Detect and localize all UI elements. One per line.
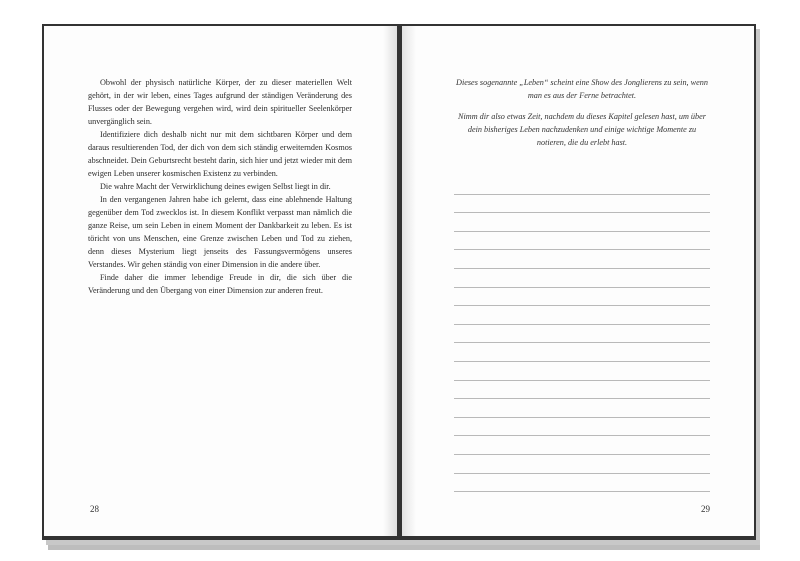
- paragraph: Obwohl der physisch natürliche Körper, der zu dieser materiellen Welt gehört, in der wir leben, eines Tages aufgrund der ständigen Veränderung des Flusses oder der Bewegung vergehen wird, wird dein spiritueller Seelenkörper unvergänglich sein.: [88, 78, 352, 126]
- writing-line[interactable]: [454, 418, 710, 437]
- writing-line[interactable]: [454, 213, 710, 232]
- writing-line[interactable]: [454, 455, 710, 474]
- journal-prompt: [454, 76, 710, 157]
- writing-line[interactable]: [454, 381, 710, 400]
- writing-line[interactable]: [454, 269, 710, 288]
- writing-line[interactable]: [454, 306, 710, 325]
- writing-line[interactable]: [454, 250, 710, 269]
- paragraph: Identifiziere dich deshalb nicht nur mit dem sichtbaren Körper und dem daraus resultierenden Tod, der dich von dem sich ständig erweiternden Kosmos abschneidet. Dein Geburtsrecht besteht darin, sich hier und jetzt wieder mit dem ewigen Leben unserer kosmischen Existenz zu verbinden.: [88, 130, 352, 178]
- prompt-line: Dieses sogenannte „Leben“ scheint eine Show des Jonglierens zu sein, wenn man es aus der Ferne betrachtet.: [456, 78, 708, 100]
- left-page: [44, 26, 397, 536]
- writing-line[interactable]: [454, 362, 710, 381]
- writing-line[interactable]: [454, 399, 710, 418]
- paragraph: Finde daher die immer lebendige Freude in dir, die sich über die Veränderung und den Übergang von einer Dimension zur anderen freut.: [88, 273, 352, 295]
- writing-line[interactable]: [454, 195, 710, 214]
- writing-line[interactable]: [454, 474, 710, 493]
- body-text: [88, 76, 352, 297]
- writing-line[interactable]: [454, 288, 710, 307]
- writing-lines: [454, 176, 710, 492]
- writing-line[interactable]: [454, 232, 710, 251]
- prompt-line: Nimm dir also etwas Zeit, nachdem du dieses Kapitel gelesen hast, um über dein bisheriges Leben nachzudenken und einige wichtige Momente zu notieren, die du erlebt hast.: [458, 112, 706, 147]
- paragraph: Die wahre Macht der Verwirklichung deines ewigen Selbst liegt in dir.: [100, 182, 331, 191]
- writing-line[interactable]: [454, 325, 710, 344]
- writing-line[interactable]: [454, 176, 710, 195]
- gutter-shade-left: [383, 26, 397, 536]
- paragraph: In den vergangenen Jahren habe ich gelernt, dass eine ablehnende Haltung gegenüber dem Tod zwecklos ist. In diesem Konflikt verpasst man nämlich die ganze Reise, um sein Leben in einem Moment der Dankbarkeit zu leben. Es ist töricht von uns Menschen, eine Grenze zwischen Leben und Tod zu ziehen, denn dieses Mysterium liegt jenseits des Fassungsvermögens unseres Verstandes. Wir gehen ständig von einer Dimension in die andere über.: [88, 195, 352, 269]
- page-number-right: 29: [701, 504, 710, 514]
- writing-line[interactable]: [454, 436, 710, 455]
- right-page: [402, 26, 754, 536]
- gutter-shade-right: [402, 26, 416, 536]
- page-number-left: 28: [90, 504, 99, 514]
- writing-line[interactable]: [454, 343, 710, 362]
